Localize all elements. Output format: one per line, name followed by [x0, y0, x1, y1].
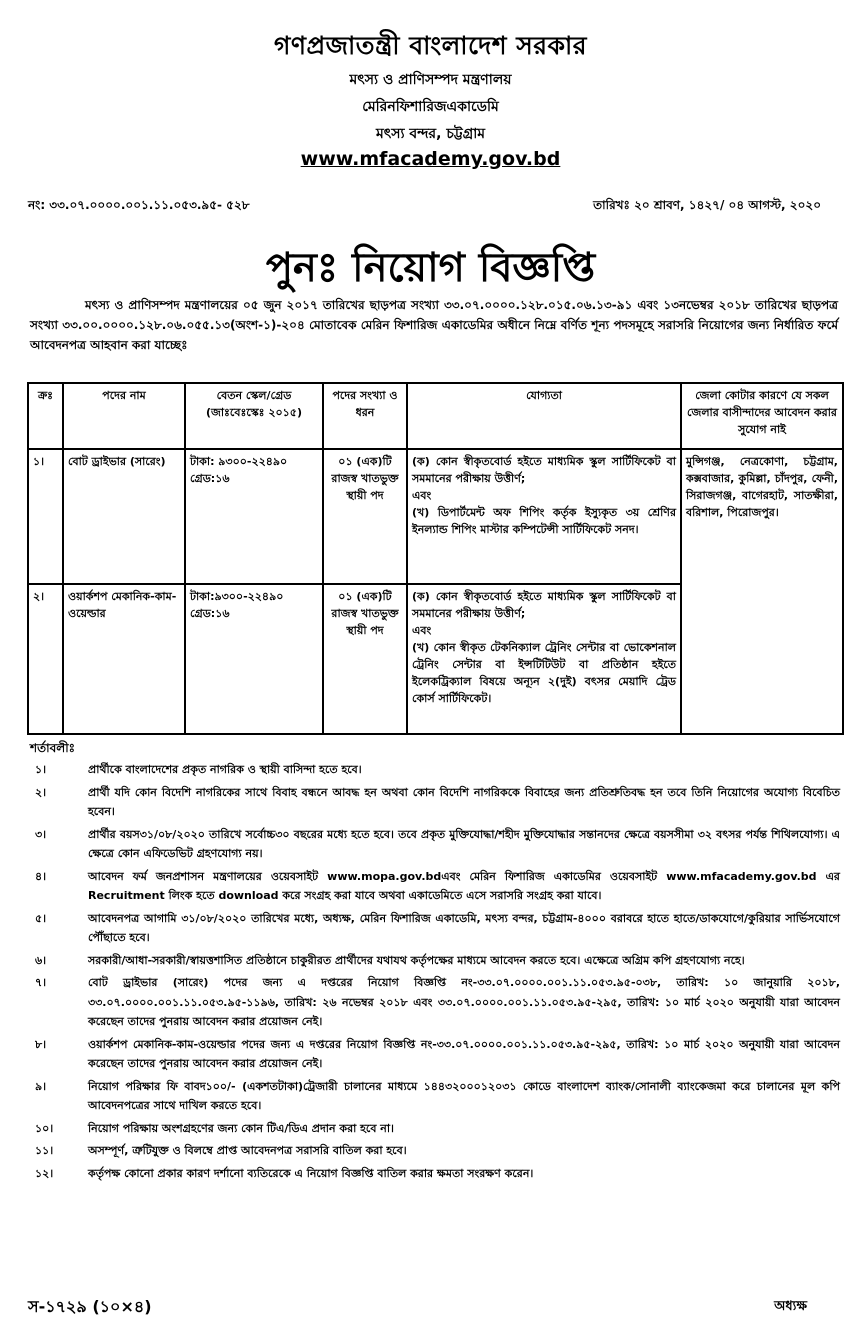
- qualification-b: (খ) ডিপার্টমেন্ট অফ শিপিং কর্তৃক ইস্যুকৃত ৩য় শ্রেণির ইনল্যান্ড শিপিং মাস্টার কম্পিটেন্সী সার্টিফিকেট সনদ।: [412, 506, 676, 536]
- signatory: অধ্যক্ষ: [774, 1299, 807, 1314]
- term-number: ৪।: [35, 869, 47, 883]
- term-number: ৫।: [35, 911, 47, 925]
- row-qualification: [407, 584, 681, 734]
- terms-list: [30, 760, 840, 1186]
- col-header-post: পদের নাম: [63, 383, 185, 449]
- qualification-a: (ক) কোন স্বীকৃতবোর্ড হইতে মাধ্যমিক স্কুল সার্টিফিকেট বা সমমানের পরীক্ষায় উত্তীর্ণ;: [412, 455, 676, 485]
- term-text: সরকারী/আধা-সরকারী/স্বায়ত্তশাসিত প্রতিষ্ঠানে চাকুরীরত প্রার্থীদের যথাযথ কর্তৃপক্ষের মাধ্যমে আবেদন করতে হবে। এক্ষেত্রে অগ্রিম কপি গ্রহণযোগ্য নহে।: [88, 953, 745, 967]
- term-number: ৬।: [35, 953, 47, 967]
- term-number: ১০।: [35, 1121, 54, 1135]
- intro-paragraph: মৎস্য ও প্রাণিসম্পদ মন্ত্রণালয়ের ০৫ জুন ২০১৭ তারিখের ছাড়পত্র সংখ্যা ৩৩.০৭.০০০০.১২৮.০১৫.০৬.১৩-৯১ এবং ১৩নভেম্বর ২০১৮ তারিখের ছাড়পত্র সংখ্যা ৩৩.০০.০০০০.১২৮.০৬.০৫৫.১৩(অংশ-১)-২০৪ মোতাবেক মেরিন ফিশারিজ একাডেমির অধীনে নিম্নে বর্ণিত শূন্য পদসমূহে সরাসরি নিয়োগের জন্য নির্ধারিত ফর্মে আবেদনপত্র আহবান করা যাচ্ছেঃ: [30, 298, 838, 352]
- col-header-quota: জেলা কোটার কারণে যে সকল জেলার বাসীন্দাদের আবেদন করার সুযোগ নাই: [681, 383, 843, 449]
- academy-website: www.mfacademy.gov.bd: [300, 148, 561, 170]
- row-scale: টাকা: ৯৩০০-২২৪৯০ গ্রেড:১৬: [185, 449, 323, 584]
- qualification-and: এবং: [412, 489, 432, 502]
- row-post: ওয়ার্কশপ মেকানিক-কাম-ওয়েল্ডার: [63, 584, 185, 734]
- list-item: [30, 783, 840, 822]
- term-number: ৮।: [35, 1037, 47, 1051]
- list-item: [30, 867, 840, 906]
- notice-date: তারিখঃ ২০ শ্রাবণ, ১৪২৭/ ০৪ আগস্ট, ২০২০: [593, 198, 821, 212]
- term-text: নিয়োগ পরিক্ষায় অংশগ্রহণের জন্য কোন টিএ/ডিএ প্রদান করা হবে না।: [88, 1121, 394, 1135]
- govt-name: গণপ্রজাতন্ত্রী বাংলাদেশ সরকার: [274, 31, 587, 60]
- row-quota: মুন্সিগঞ্জ, নেত্রকোণা, চট্টগ্রাম, কক্সবাজার, কুমিল্লা, চাঁদপুর, ফেনী, সিরাজগঞ্জ, বাগেরহাট, সাতক্ষীরা, বরিশাল, পিরোজপুর।: [681, 449, 843, 734]
- list-item: [30, 973, 840, 1032]
- col-header-scale: বেতন স্কেল/গ্রেড (জাঃবেঃস্কেঃ ২০১৫): [185, 383, 323, 449]
- term-number: ১১।: [35, 1144, 54, 1157]
- col-header-count: পদের সংখ্যা ও ধরন: [323, 383, 407, 449]
- term-number: ১।: [35, 763, 47, 776]
- term-text: নিয়োগ পরিক্ষার ফি বাবদ১০০/- (একশতটাকা)ট্রেজারী চালানের মাধ্যমে ১৪৪৩২০০০১২০৩১ কোডে বাংলাদেশ ব্যাংক/সোনালী ব্যাংকেজমা করে চালানের মূল কপি আবেদনপত্রের সাথে দাখিল করতে হবে।: [88, 1079, 840, 1112]
- list-item: [30, 1119, 840, 1139]
- term-number: ৩।: [35, 827, 47, 841]
- row-post: বোট ড্রাইভার (সারেং): [63, 449, 185, 584]
- term-text: প্রার্থী যদি কোন বিদেশি নাগরিকের সাথে বিবাহ বন্ধনে আবদ্ধ হন অথবা কোন বিদেশি নাগরিককে বিবাহের জন্য প্রতিশ্রুতিবদ্ধ হন তবে তিনি নিয়োগের অযোগ্য বিবেচিত হবেন।: [88, 785, 840, 818]
- list-item: [30, 1141, 840, 1161]
- row-count: ০১ (এক)টি রাজস্ব খাতভুক্ত স্থায়ী পদ: [323, 584, 407, 734]
- list-item: [30, 760, 840, 780]
- row-count: ০১ (এক)টি রাজস্ব খাতভুক্ত স্থায়ী পদ: [323, 449, 407, 584]
- ad-code: স-১৭২৯ (১০×৪): [28, 1297, 152, 1316]
- terms-heading: শর্তাবলীঃ: [30, 741, 76, 755]
- qualification-b: (খ) কোন স্বীকৃত টেকনিক্যাল ট্রেনিং সেন্টার বা ভোকেশনাল ট্রেনিং সেন্টার বা ইন্সটিটিউট বা প্রতিষ্ঠান হইতে ইলেকট্রিক্যাল বিষয়ে অন্যূন ২(দুই) বৎসর মেয়াদি ট্রেড কোর্স সার্টিফিকেট।: [412, 641, 676, 705]
- list-item: [30, 825, 840, 864]
- col-header-qualification: যোগ্যতা: [407, 383, 681, 449]
- col-header-sl: ক্রঃ: [28, 383, 63, 449]
- table-row: [28, 449, 843, 584]
- term-text: আবেদনপত্র আগামি ৩১/০৮/২০২০ তারিখের মধ্যে, অধ্যক্ষ, মেরিন ফিশারিজ একাডেমি, মৎস্য বন্দর, চট্টগ্রাম-৪০০০ বরাবরে হাতে হাতে/ডাকযোগে/কুরিয়ার সার্ভিসযোগে পৌঁছাতে হবে।: [88, 911, 840, 944]
- row-sl: ২।: [28, 584, 63, 734]
- academy-name: মেরিনফিশারিজএকাডেমি: [362, 99, 499, 115]
- term-number: ২।: [35, 785, 47, 799]
- row-scale: টাকা:৯৩০০-২২৪৯০ গ্রেড:১৬: [185, 584, 323, 734]
- term-text: প্রার্থীকে বাংলাদেশের প্রকৃত নাগরিক ও স্থায়ী বাসিন্দা হতে হবে।: [88, 763, 362, 776]
- row-qualification: [407, 449, 681, 584]
- term-text: প্রার্থীর বয়স৩১/০৮/২০২০ তারিখে সর্বোচ্চ৩০ বছরের মধ্যে হতে হবে। তবে প্রকৃত মুক্তিযোদ্ধা/শহীদ মুক্তিযোদ্ধার সন্তানদের ক্ষেত্রে বয়সসীমা ৩২ বৎসর পর্যন্ত শিথিলযোগ্য। এ ক্ষেত্রে কোন এফিডেভিট গ্রহণযোগ্য নয়।: [88, 827, 840, 860]
- term-number: ১২।: [35, 1166, 54, 1180]
- term-number: ৭।: [35, 976, 47, 989]
- qualification-and: এবং: [412, 624, 432, 637]
- term-text: অসম্পূর্ণ, ত্রুটিযুক্ত ও বিলম্বে প্রাপ্ত আবেদনপত্র সরাসরি বাতিল করা হবে।: [88, 1144, 407, 1157]
- notice-title: পুনঃ নিয়োগ বিজ্ঞপ্তি: [265, 245, 596, 291]
- row-sl: ১।: [28, 449, 63, 584]
- term-text: ওয়ার্কশপ মেকানিক-কাম-ওয়েল্ডার পদের জন্য এ দপ্তরের নিয়োগ বিজ্ঞপ্তি নং-৩৩.০৭.০০০০.০০১.১১.০৫৩.৯৫-২৯৫, তারিখ: ১০ মার্চ ২০২০ অনুযায়ী যারা আবেদন করেছেন তাদের পুনরায় আবেদন করার প্রয়োজন নেই।: [88, 1037, 840, 1070]
- list-item: [30, 1077, 840, 1116]
- memo-number: নং: ৩৩.০৭.০০০০.০০১.১১.০৫৩.৯৫- ৫২৮: [28, 198, 250, 212]
- list-item: [30, 909, 840, 948]
- ministry-name: মৎস্য ও প্রাণিসম্পদ মন্ত্রণালয়: [349, 72, 512, 88]
- term-text: কর্তৃপক্ষ কোনো প্রকার কারণ দর্শানো ব্যতিরেকে এ নিয়োগ বিজ্ঞপ্তি বাতিল করার ক্ষমতা সংরক্ষণ করেন।: [88, 1166, 534, 1180]
- list-item: [30, 1164, 840, 1184]
- academy-address: মৎস্য বন্দর, চট্টগ্রাম: [375, 126, 486, 142]
- table-header-row: [28, 383, 843, 449]
- list-item: [30, 951, 840, 971]
- qualification-a: (ক) কোন স্বীকৃতবোর্ড হইতে মাধ্যমিক স্কুল সার্টিফিকেট বা সমমানের পরীক্ষায় উত্তীর্ণ;: [412, 590, 676, 620]
- term-text: আবেদন ফর্ম জনপ্রশাসন মন্ত্রণালয়ের ওয়েবসাইট www.mopa.gov.bdএবং মেরিন ফিশারিজ একাডেমির ওয়েবসাইট www.mfacademy.gov.bd এর Recruitment লিংক হতে download করে সংগ্রহ করা যাবে অথবা একাডেমিতে এসে সরাসরি সংগ্রহ করা যাবে।: [88, 869, 840, 902]
- term-text: বোট ড্রাইভার (সারেং) পদের জন্য এ দপ্তরের নিয়োগ বিজ্ঞপ্তি নং-৩৩.০৭.০০০০.০০১.১১.০৫৩.৯৫-০৩৮, তারিখ: ১০ জানুয়ারি ২০১৮, ৩৩.০৭.০০০০.০০১.১১.০৫৩.৯৫-১১৯৬, তারিখ: ২৬ নভেম্বর ২০১৮ এবং ৩৩.০৭.০০০০.০০১.১১.০৫৩.৯৫-২৯৫, তারিখ: ১০ মার্চ ২০২০ অনুযায়ী যারা আবেদন করেছেন তাদের পুনরায় আবেদন করার প্রয়োজন নেই।: [88, 976, 840, 1028]
- posts-table: [27, 382, 844, 735]
- term-number: ৯।: [35, 1079, 47, 1093]
- list-item: [30, 1035, 840, 1074]
